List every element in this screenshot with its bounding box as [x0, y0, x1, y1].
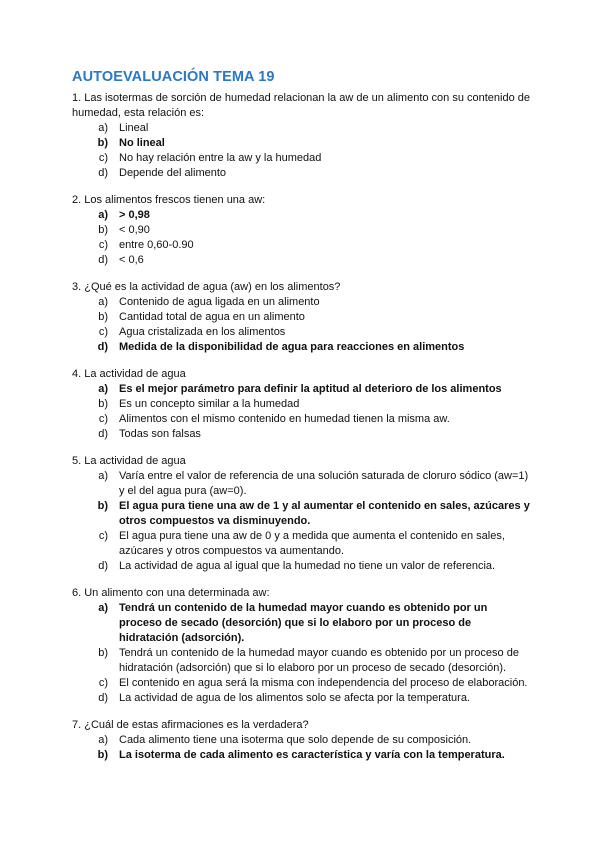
question-4: [72, 367, 532, 442]
question-2: [72, 193, 532, 268]
answer-option: [72, 412, 532, 427]
question-text: 7. ¿Cuál de estas afirmaciones es la verdadera?: [72, 719, 309, 731]
option-label: b): [98, 224, 108, 236]
option-label: d): [98, 428, 108, 440]
answer-option: [72, 691, 532, 706]
question-text: 5. La actividad de agua: [72, 455, 186, 467]
option-text: Alimentos con el mismo contenido en humedad tienen la misma aw.: [119, 413, 450, 425]
option-label: b): [98, 311, 108, 323]
question-6: [72, 586, 532, 706]
answer-option: [72, 253, 532, 268]
option-text: Es el mejor parámetro para definir la aptitud al deterioro de los alimentos: [119, 383, 502, 395]
option-list: [72, 121, 532, 181]
answer-option: [72, 733, 532, 748]
option-list: [72, 733, 532, 763]
question-text: 2. Los alimentos frescos tienen una aw:: [72, 194, 266, 206]
option-text: La actividad de agua al igual que la humedad no tiene un valor de referencia.: [119, 560, 496, 572]
option-text: La actividad de agua de los alimentos solo se afecta por la temperatura.: [119, 692, 470, 704]
option-label: c): [98, 239, 108, 251]
answer-option-correct: [72, 136, 532, 151]
option-label: d): [98, 167, 108, 179]
question-text: 1. Las isotermas de sorción de humedad relacionan la aw de un alimento con su contenido de humedad, esta relación es:: [72, 92, 531, 119]
answer-option: [72, 151, 532, 166]
option-text: No lineal: [119, 137, 165, 149]
answer-option: [72, 427, 532, 442]
option-text: El contenido en agua será la misma con independencia del proceso de elaboración.: [119, 677, 528, 689]
option-label: b): [97, 500, 108, 512]
option-label: b): [98, 398, 108, 410]
answer-option: [72, 325, 532, 340]
answer-option: [72, 469, 532, 499]
option-list: [72, 295, 532, 355]
option-label: a): [98, 209, 108, 221]
answer-option: [72, 646, 532, 676]
option-label: a): [98, 122, 108, 134]
option-text: Es un concepto similar a la humedad: [119, 398, 300, 410]
document-title: AUTOEVALUACIÓN TEMA 19: [72, 69, 275, 85]
option-label: d): [98, 692, 108, 704]
answer-option: [72, 397, 532, 412]
option-text: Medida de la disponibilidad de agua para reacciones en alimentos: [119, 341, 465, 353]
option-text: < 0,6: [119, 254, 144, 266]
option-text: Varía entre el valor de referencia de una solución saturada de cloruro sódico (aw=1) y el del agua pura (aw=0).: [119, 470, 529, 497]
option-label: c): [98, 152, 108, 164]
option-list: [72, 601, 532, 706]
option-text: La isoterma de cada alimento es característica y varía con la temperatura.: [119, 749, 505, 761]
option-label: a): [98, 734, 108, 746]
option-list: [72, 382, 532, 442]
option-label: a): [98, 296, 108, 308]
option-label: b): [97, 749, 108, 761]
option-text: Cada alimento tiene una isoterma que solo depende de su composición.: [119, 734, 472, 746]
option-text: entre 0,60-0.90: [119, 239, 194, 251]
answer-option-correct: [72, 382, 532, 397]
answer-option-correct: [72, 340, 532, 355]
question-7: [72, 718, 532, 763]
answer-option-correct: [72, 208, 532, 223]
option-text: > 0,98: [119, 209, 150, 221]
question-1: [72, 91, 532, 181]
option-label: c): [98, 413, 108, 425]
option-label: b): [97, 137, 108, 149]
option-label: c): [98, 530, 108, 542]
option-label: d): [98, 560, 108, 572]
option-label: a): [98, 470, 108, 482]
option-text: Tendrá un contenido de la humedad mayor cuando es obtenido por un proceso de secado (desorción) que si lo elaboro por un proceso de hidratación (adsorción).: [119, 602, 488, 644]
question-5: [72, 454, 532, 574]
option-text: El agua pura tiene una aw de 1 y al aumentar el contenido en sales, azúcares y otros compuestos va disminuyendo.: [119, 500, 530, 527]
option-list: [72, 208, 532, 268]
option-label: a): [98, 602, 108, 614]
answer-option: [72, 238, 532, 253]
option-text: No hay relación entre la aw y la humedad: [119, 152, 322, 164]
option-text: < 0,90: [119, 224, 150, 236]
option-label: d): [97, 341, 108, 353]
answer-option: [72, 310, 532, 325]
answer-option: [72, 166, 532, 181]
question-text: 6. Un alimento con una determinada aw:: [72, 587, 270, 599]
option-label: a): [98, 383, 108, 395]
answer-option: [72, 559, 532, 574]
option-text: Tendrá un contenido de la humedad mayor cuando es obtenido por un proceso de hidratación (adsorción) que si lo elaboro por un proceso de secado (desorción).: [119, 647, 519, 674]
option-label: b): [98, 647, 108, 659]
answer-option: [72, 529, 532, 559]
option-text: Todas son falsas: [119, 428, 201, 440]
question-text: 4. La actividad de agua: [72, 368, 186, 380]
answer-option-correct: [72, 601, 532, 646]
document-page: [72, 69, 532, 775]
option-text: Lineal: [119, 122, 149, 134]
option-text: Cantidad total de agua en un alimento: [119, 311, 305, 323]
option-label: c): [98, 677, 108, 689]
answer-option: [72, 295, 532, 310]
option-label: c): [98, 326, 108, 338]
answer-option-correct: [72, 748, 532, 763]
option-text: Agua cristalizada en los alimentos: [119, 326, 286, 338]
option-list: [72, 469, 532, 574]
option-text: El agua pura tiene una aw de 0 y a medida que aumenta el contenido en sales, azúcares y otros compuestos va aumentando.: [119, 530, 505, 557]
answer-option: [72, 676, 532, 691]
option-text: Contenido de agua ligada en un alimento: [119, 296, 320, 308]
answer-option: [72, 121, 532, 136]
question-3: [72, 280, 532, 355]
question-list: [72, 91, 532, 763]
answer-option-correct: [72, 499, 532, 529]
option-text: Depende del alimento: [119, 167, 227, 179]
answer-option: [72, 223, 532, 238]
question-text: 3. ¿Qué es la actividad de agua (aw) en los alimentos?: [72, 281, 341, 293]
option-label: d): [98, 254, 108, 266]
